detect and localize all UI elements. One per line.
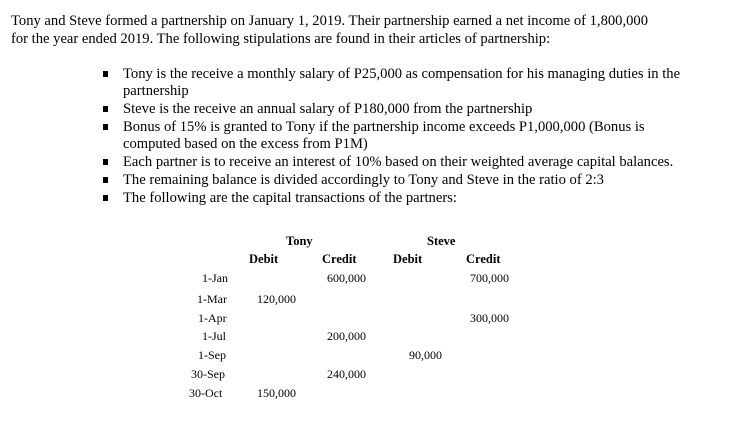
list-item <box>100 172 700 189</box>
bullet-text: Bonus of 15% is granted to Tony if the partnership income exceeds P1,000,000 (Bonus is computed based on the excess from P1M) <box>123 119 645 152</box>
bullet-square-icon <box>103 159 108 165</box>
column-header-tony-credit: Credit <box>322 252 357 266</box>
tony-debit-cell: 150,000 <box>257 386 296 400</box>
list-item <box>100 101 700 118</box>
list-item <box>100 66 700 100</box>
tony-debit-cell: 120,000 <box>257 292 296 306</box>
bullet-square-icon <box>103 195 108 201</box>
intro-line-2: for the year ended 2019. The following stipulations are found in their articles of partnership: <box>11 31 551 47</box>
bullet-text: Each partner is to receive an interest of 10% based on their weighted average capital balances. <box>123 154 674 170</box>
column-header-steve-debit: Debit <box>393 252 423 266</box>
row-date: 1-Jan <box>202 271 228 285</box>
list-item <box>100 154 700 171</box>
row-date: 1-Jul <box>202 329 226 343</box>
bullet-text: The remaining balance is divided accordingly to Tony and Steve in the ratio of 2:3 <box>123 172 604 188</box>
row-date: 1-Sep <box>198 348 226 362</box>
tony-credit-cell: 200,000 <box>327 329 366 343</box>
stipulations-list <box>100 66 700 208</box>
steve-debit-cell: 90,000 <box>409 348 442 362</box>
row-date: 1-Mar <box>197 292 227 306</box>
bullet-square-icon <box>103 71 108 77</box>
tony-credit-cell: 600,000 <box>327 271 366 285</box>
column-header-tony-debit: Debit <box>249 252 279 266</box>
steve-credit-cell: 700,000 <box>470 271 509 285</box>
steve-credit-cell: 300,000 <box>470 311 509 325</box>
intro-paragraph <box>11 12 731 48</box>
bullet-square-icon <box>103 177 108 183</box>
bullet-text: Tony is the receive a monthly salary of P25,000 as compensation for his managing duties in the partnership <box>123 66 681 99</box>
row-date: 1-Apr <box>198 311 227 325</box>
list-item <box>100 190 700 207</box>
row-date: 30-Sep <box>191 367 225 381</box>
partner-header-steve: Steve <box>427 234 456 248</box>
bullet-square-icon <box>103 124 108 130</box>
intro-line-1: Tony and Steve formed a partnership on January 1, 2019. Their partnership earned a net income of 1,800,000 <box>11 13 649 29</box>
list-item <box>100 119 700 153</box>
bullet-text: The following are the capital transactions of the partners: <box>123 190 457 206</box>
tony-credit-cell: 240,000 <box>327 367 366 381</box>
column-header-steve-credit: Credit <box>466 252 501 266</box>
bullet-square-icon <box>103 106 108 112</box>
bullet-text: Steve is the receive an annual salary of P180,000 from the partnership <box>123 101 533 117</box>
row-date: 30-Oct <box>189 386 223 400</box>
partner-header-tony: Tony <box>286 234 313 248</box>
